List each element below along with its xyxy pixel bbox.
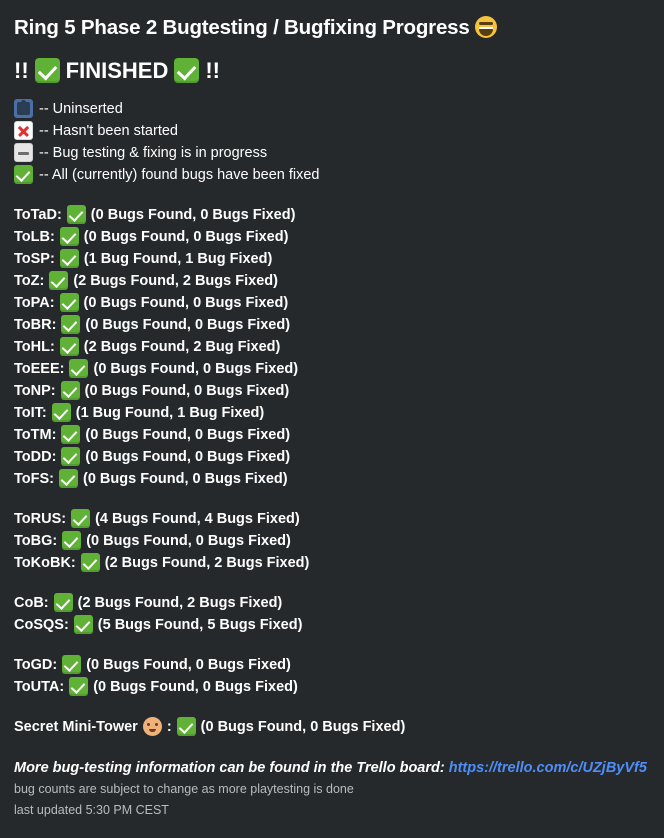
entry-label: ToPA: <box>14 294 55 311</box>
entry-label: ToIT: <box>14 404 47 421</box>
entry-label: ToBR: <box>14 316 57 333</box>
list-item <box>14 336 650 358</box>
list-item <box>14 402 650 424</box>
green-check-icon <box>59 469 78 488</box>
list-item <box>14 716 650 738</box>
green-check-icon <box>61 381 80 400</box>
entry-counts: (0 Bugs Found, 0 Bugs Fixed) <box>93 678 298 695</box>
green-check-icon <box>62 655 81 674</box>
entry-label: ToNP: <box>14 382 56 399</box>
entry-counts: (0 Bugs Found, 0 Bugs Fixed) <box>83 470 288 487</box>
entry-label: ToFS: <box>14 470 54 487</box>
list-item <box>14 270 650 292</box>
green-check-icon <box>49 271 68 290</box>
entry-label: ToTM: <box>14 426 57 443</box>
list-item <box>14 292 650 314</box>
entry-counts: (1 Bug Found, 1 Bug Fixed) <box>75 404 265 421</box>
legend-item-label: -- Bug testing & fixing is in progress <box>39 144 268 161</box>
green-check-icon <box>60 337 79 356</box>
legend <box>14 98 650 186</box>
secret-mini-tower-row <box>14 716 650 738</box>
entry-counts: (0 Bugs Found, 0 Bugs Fixed) <box>200 718 406 735</box>
green-check-icon <box>74 615 93 634</box>
list-item <box>14 552 650 574</box>
list-item <box>14 424 650 446</box>
entry-counts: (2 Bugs Found, 2 Bugs Fixed) <box>77 594 283 611</box>
status-prefix: !! <box>14 57 29 83</box>
list-item <box>14 248 650 270</box>
entry-group-1 <box>14 204 650 490</box>
list-item <box>14 226 650 248</box>
list-item <box>14 314 650 336</box>
entry-label: ToKoBK: <box>14 554 76 571</box>
footer-main-line <box>14 758 650 778</box>
entry-label: Secret Mini-Tower <box>14 718 138 735</box>
entry-label: CoSQS: <box>14 616 69 633</box>
status-suffix: !! <box>205 57 220 83</box>
trello-board-link[interactable]: https://trello.com/c/UZjByVf5 <box>448 759 647 776</box>
list-item <box>14 508 650 530</box>
entry-label: ToZ: <box>14 272 45 289</box>
red-x-icon <box>14 121 33 140</box>
list-item <box>14 380 650 402</box>
entry-counts: (0 Bugs Found, 0 Bugs Fixed) <box>85 426 291 443</box>
green-check-icon <box>174 58 199 83</box>
legend-item-label: -- Uninserted <box>39 100 123 117</box>
grey-minus-icon <box>14 143 33 162</box>
entry-counts: (0 Bugs Found, 0 Bugs Fixed) <box>86 532 291 549</box>
entry-counts: (0 Bugs Found, 0 Bugs Fixed) <box>93 360 299 377</box>
list-item <box>14 468 650 490</box>
list-item <box>14 204 650 226</box>
list-item <box>14 614 650 636</box>
entry-label: ToDD: <box>14 448 57 465</box>
footer-note-1: bug counts are subject to change as more playtesting is done <box>14 781 354 796</box>
list-item <box>14 446 650 468</box>
list-item <box>14 592 650 614</box>
entry-counts: (0 Bugs Found, 0 Bugs Fixed) <box>85 316 291 333</box>
green-check-icon <box>60 227 79 246</box>
status-banner <box>14 58 650 84</box>
entry-label: ToSP: <box>14 250 55 267</box>
entry-counts: (2 Bugs Found, 2 Bugs Fixed) <box>73 272 278 289</box>
legend-item-not-started <box>14 120 650 142</box>
green-check-icon <box>61 315 80 334</box>
entry-group-4 <box>14 654 650 698</box>
green-check-icon <box>67 205 86 224</box>
legend-item-fixed <box>14 164 650 186</box>
legend-item-label: -- All (currently) found bugs have been fixed <box>39 166 320 183</box>
legend-item-in-progress <box>14 142 650 164</box>
entry-group-2 <box>14 508 650 574</box>
entry-label: CoB: <box>14 594 49 611</box>
entry-separator: : <box>166 718 172 735</box>
face-icon <box>143 717 162 736</box>
list-item <box>14 358 650 380</box>
entry-label: ToLB: <box>14 228 55 245</box>
entry-counts: (5 Bugs Found, 5 Bugs Fixed) <box>97 616 303 633</box>
status-text: FINISHED <box>65 57 169 83</box>
green-check-icon <box>81 553 100 572</box>
footer-text: More bug-testing information can be found in the Trello board: <box>14 759 445 776</box>
list-item <box>14 654 650 676</box>
entry-counts: (0 Bugs Found, 0 Bugs Fixed) <box>85 448 291 465</box>
entry-counts: (0 Bugs Found, 0 Bugs Fixed) <box>83 228 289 245</box>
green-check-icon <box>61 447 80 466</box>
legend-item-uninserted <box>14 98 650 120</box>
green-check-icon <box>60 293 79 312</box>
list-item <box>14 676 650 698</box>
entry-label: ToRUS: <box>14 510 67 527</box>
green-check-icon <box>177 717 196 736</box>
green-check-icon <box>62 531 81 550</box>
entry-label: ToTaD: <box>14 206 62 223</box>
green-check-icon <box>60 249 79 268</box>
entry-label: ToGD: <box>14 656 58 673</box>
footer <box>14 758 650 820</box>
entry-counts: (2 Bugs Found, 2 Bug Fixed) <box>83 338 281 355</box>
entry-group-3 <box>14 592 650 636</box>
green-check-icon <box>61 425 80 444</box>
entry-counts: (1 Bug Found, 1 Bug Fixed) <box>83 250 273 267</box>
page-title <box>14 14 650 42</box>
entry-counts: (0 Bugs Found, 0 Bugs Fixed) <box>90 206 296 223</box>
entry-counts: (4 Bugs Found, 4 Bugs Fixed) <box>95 510 300 527</box>
entry-label: ToBG: <box>14 532 58 549</box>
green-check-icon <box>35 58 60 83</box>
green-check-icon <box>52 403 71 422</box>
entry-label: ToUTA: <box>14 678 65 695</box>
puzzle-piece-icon <box>14 99 33 118</box>
green-check-icon <box>54 593 73 612</box>
green-check-icon <box>69 677 88 696</box>
entry-counts: (0 Bugs Found, 0 Bugs Fixed) <box>83 294 289 311</box>
legend-item-label: -- Hasn't been started <box>39 122 178 139</box>
grinning-face-icon <box>475 16 497 38</box>
entry-label: ToHL: <box>14 338 55 355</box>
entry-counts: (0 Bugs Found, 0 Bugs Fixed) <box>84 382 290 399</box>
footer-note-2: last updated 5:30 PM CEST <box>14 802 169 817</box>
page-title-text: Ring 5 Phase 2 Bugtesting / Bugfixing Progress <box>14 16 470 39</box>
entry-counts: (2 Bugs Found, 2 Bugs Fixed) <box>104 554 310 571</box>
entry-label: ToEEE: <box>14 360 65 377</box>
list-item <box>14 530 650 552</box>
entry-counts: (0 Bugs Found, 0 Bugs Fixed) <box>86 656 291 673</box>
green-check-icon <box>14 165 33 184</box>
green-check-icon <box>71 509 90 528</box>
green-check-icon <box>69 359 88 378</box>
